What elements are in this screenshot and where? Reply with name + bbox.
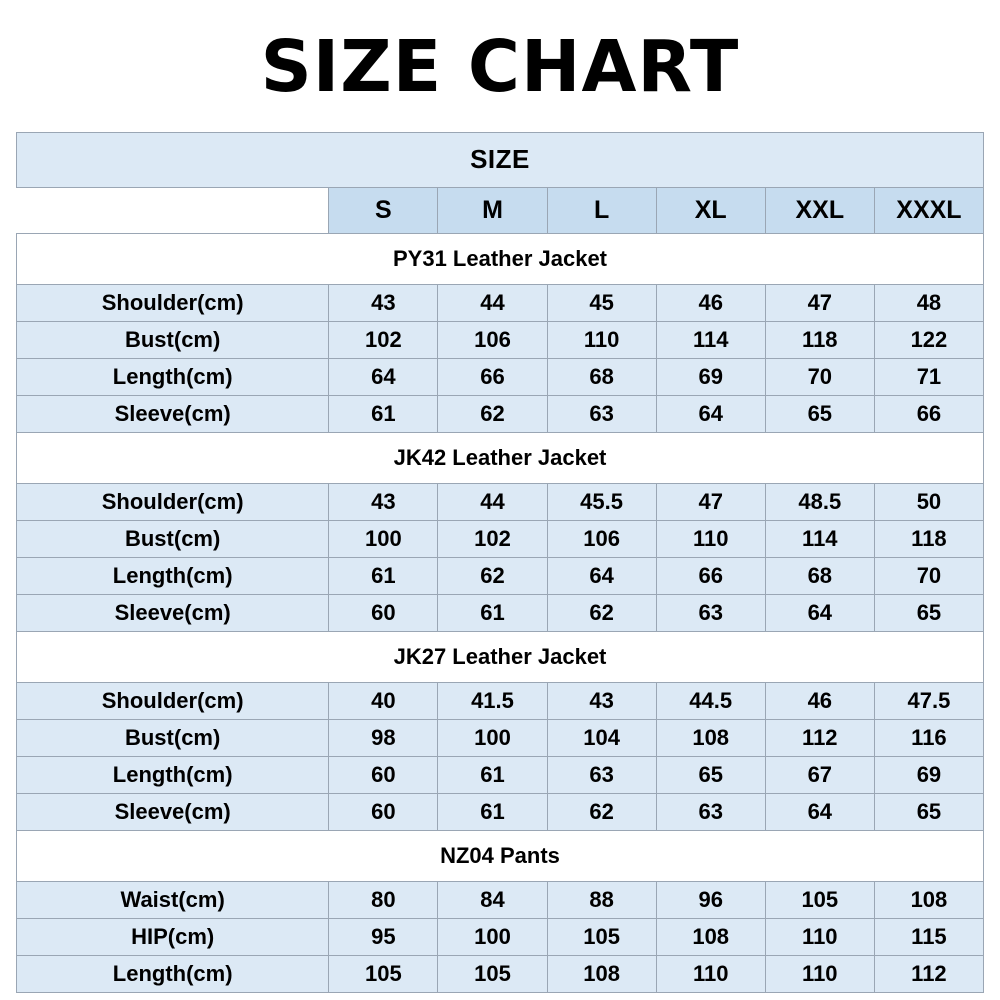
measurement-value: 60 — [329, 793, 438, 830]
measurement-value: 112 — [874, 955, 983, 992]
measurement-value: 69 — [656, 358, 765, 395]
corner-blank-cell — [17, 187, 329, 233]
measurement-value: 70 — [874, 557, 983, 594]
size-header-row — [17, 132, 984, 187]
measurement-value: 102 — [329, 321, 438, 358]
measurement-value: 63 — [547, 756, 656, 793]
measurement-value: 105 — [547, 918, 656, 955]
measurement-label: Length(cm) — [17, 358, 329, 395]
product-group-row — [17, 432, 984, 483]
size-labels-row — [17, 187, 984, 233]
measurement-value: 64 — [329, 358, 438, 395]
measurement-value: 67 — [765, 756, 874, 793]
measurement-value: 61 — [438, 793, 547, 830]
measurement-value: 106 — [547, 520, 656, 557]
measurement-value: 65 — [874, 793, 983, 830]
table-row — [17, 682, 984, 719]
table-row — [17, 594, 984, 631]
measurement-value: 64 — [547, 557, 656, 594]
measurement-value: 105 — [329, 955, 438, 992]
measurement-value: 62 — [547, 793, 656, 830]
size-column-header: M — [438, 187, 547, 233]
size-column-header: L — [547, 187, 656, 233]
measurement-value: 110 — [547, 321, 656, 358]
measurement-value: 71 — [874, 358, 983, 395]
measurement-value: 47.5 — [874, 682, 983, 719]
size-header-cell: SIZE — [17, 132, 984, 187]
measurement-value: 108 — [656, 719, 765, 756]
measurement-value: 110 — [656, 955, 765, 992]
measurement-label: HIP(cm) — [17, 918, 329, 955]
product-group-row — [17, 631, 984, 682]
product-group-name: NZ04 Pants — [17, 830, 984, 881]
measurement-value: 100 — [438, 719, 547, 756]
table-row — [17, 557, 984, 594]
measurement-value: 43 — [329, 284, 438, 321]
measurement-label: Length(cm) — [17, 557, 329, 594]
measurement-value: 66 — [438, 358, 547, 395]
table-row — [17, 881, 984, 918]
measurement-value: 44 — [438, 284, 547, 321]
measurement-value: 112 — [765, 719, 874, 756]
measurement-value: 44.5 — [656, 682, 765, 719]
table-row — [17, 321, 984, 358]
measurement-value: 60 — [329, 756, 438, 793]
table-row — [17, 793, 984, 830]
measurement-value: 116 — [874, 719, 983, 756]
measurement-value: 45 — [547, 284, 656, 321]
size-column-header: XXL — [765, 187, 874, 233]
measurement-value: 68 — [547, 358, 656, 395]
measurement-value: 62 — [547, 594, 656, 631]
table-row — [17, 955, 984, 992]
measurement-value: 80 — [329, 881, 438, 918]
measurement-value: 114 — [656, 321, 765, 358]
measurement-value: 118 — [874, 520, 983, 557]
measurement-value: 105 — [765, 881, 874, 918]
measurement-value: 48 — [874, 284, 983, 321]
table-row — [17, 918, 984, 955]
measurement-label: Shoulder(cm) — [17, 284, 329, 321]
measurement-value: 88 — [547, 881, 656, 918]
measurement-value: 69 — [874, 756, 983, 793]
measurement-value: 108 — [656, 918, 765, 955]
measurement-value: 48.5 — [765, 483, 874, 520]
measurement-value: 61 — [329, 557, 438, 594]
measurement-value: 47 — [765, 284, 874, 321]
measurement-value: 61 — [329, 395, 438, 432]
measurement-label: Bust(cm) — [17, 520, 329, 557]
measurement-value: 105 — [438, 955, 547, 992]
measurement-label: Shoulder(cm) — [17, 682, 329, 719]
measurement-value: 108 — [547, 955, 656, 992]
size-chart-container — [16, 132, 984, 993]
table-row — [17, 756, 984, 793]
measurement-value: 43 — [329, 483, 438, 520]
table-row — [17, 719, 984, 756]
measurement-value: 60 — [329, 594, 438, 631]
size-chart-table — [16, 132, 984, 993]
measurement-value: 64 — [656, 395, 765, 432]
measurement-value: 104 — [547, 719, 656, 756]
measurement-value: 41.5 — [438, 682, 547, 719]
measurement-value: 68 — [765, 557, 874, 594]
measurement-value: 95 — [329, 918, 438, 955]
measurement-value: 100 — [438, 918, 547, 955]
measurement-value: 50 — [874, 483, 983, 520]
measurement-value: 65 — [874, 594, 983, 631]
product-group-name: JK27 Leather Jacket — [17, 631, 984, 682]
measurement-value: 65 — [765, 395, 874, 432]
measurement-value: 64 — [765, 793, 874, 830]
product-group-name: JK42 Leather Jacket — [17, 432, 984, 483]
measurement-label: Length(cm) — [17, 756, 329, 793]
measurement-value: 96 — [656, 881, 765, 918]
measurement-value: 62 — [438, 395, 547, 432]
measurement-value: 70 — [765, 358, 874, 395]
page-title: SIZE CHART — [260, 25, 740, 108]
measurement-value: 65 — [656, 756, 765, 793]
measurement-value: 98 — [329, 719, 438, 756]
table-row — [17, 483, 984, 520]
measurement-value: 115 — [874, 918, 983, 955]
measurement-label: Shoulder(cm) — [17, 483, 329, 520]
measurement-value: 84 — [438, 881, 547, 918]
measurement-value: 62 — [438, 557, 547, 594]
measurement-value: 63 — [656, 793, 765, 830]
measurement-value: 122 — [874, 321, 983, 358]
measurement-value: 47 — [656, 483, 765, 520]
measurement-value: 64 — [765, 594, 874, 631]
measurement-value: 61 — [438, 756, 547, 793]
measurement-value: 45.5 — [547, 483, 656, 520]
size-column-header: XXXL — [874, 187, 983, 233]
measurement-label: Sleeve(cm) — [17, 793, 329, 830]
measurement-value: 110 — [765, 918, 874, 955]
measurement-value: 61 — [438, 594, 547, 631]
measurement-value: 100 — [329, 520, 438, 557]
measurement-label: Bust(cm) — [17, 321, 329, 358]
measurement-value: 44 — [438, 483, 547, 520]
measurement-value: 118 — [765, 321, 874, 358]
product-group-row — [17, 830, 984, 881]
measurement-value: 46 — [656, 284, 765, 321]
measurement-label: Length(cm) — [17, 955, 329, 992]
table-row — [17, 358, 984, 395]
measurement-value: 66 — [656, 557, 765, 594]
measurement-label: Bust(cm) — [17, 719, 329, 756]
measurement-value: 43 — [547, 682, 656, 719]
measurement-label: Sleeve(cm) — [17, 395, 329, 432]
product-group-row — [17, 233, 984, 284]
measurement-value: 114 — [765, 520, 874, 557]
table-row — [17, 284, 984, 321]
measurement-value: 40 — [329, 682, 438, 719]
measurement-value: 66 — [874, 395, 983, 432]
product-group-name: PY31 Leather Jacket — [17, 233, 984, 284]
measurement-value: 63 — [547, 395, 656, 432]
measurement-value: 46 — [765, 682, 874, 719]
table-row — [17, 395, 984, 432]
measurement-value: 102 — [438, 520, 547, 557]
measurement-label: Sleeve(cm) — [17, 594, 329, 631]
measurement-value: 108 — [874, 881, 983, 918]
measurement-value: 106 — [438, 321, 547, 358]
measurement-value: 110 — [765, 955, 874, 992]
measurement-value: 110 — [656, 520, 765, 557]
size-column-header: XL — [656, 187, 765, 233]
size-column-header: S — [329, 187, 438, 233]
measurement-value: 63 — [656, 594, 765, 631]
table-row — [17, 520, 984, 557]
measurement-label: Waist(cm) — [17, 881, 329, 918]
